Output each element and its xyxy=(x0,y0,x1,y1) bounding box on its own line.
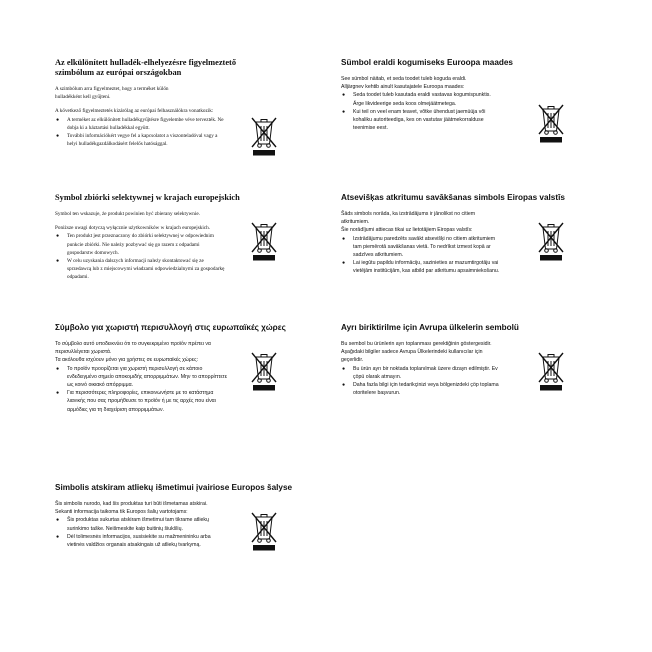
lead-text: Poniższe uwagi dotyczą wyłącznie użytkowników w krajach europejskich. xyxy=(55,225,210,232)
crossed-out-wheelie-bin-icon xyxy=(250,116,278,156)
section-body xyxy=(341,210,501,276)
lead-text: A következő figyelmeztetés kizárólag az európai felhasználókra vonatkozik: xyxy=(55,108,214,115)
section-body xyxy=(55,210,227,282)
bullet-icon: ● xyxy=(56,116,60,123)
crossed-out-wheelie-bin-icon xyxy=(537,221,565,261)
bullet-list xyxy=(341,235,501,276)
section-latvian xyxy=(341,193,591,276)
list-item: ● Daha fazla bilgi için tedarikçinizi veya bölgenizdeki çöp toplama otoritelere başvurun. xyxy=(342,382,499,397)
section-hungarian xyxy=(55,58,305,148)
bullet-list xyxy=(341,91,501,132)
bullet-icon: ● xyxy=(56,233,60,240)
list-item: ● Bu ürün ayrı bir noktada toplanılmak üzere dizayn edilmiştir. Ev çöpü olarak atmayın. xyxy=(342,365,498,380)
bullet-icon: ● xyxy=(342,235,346,242)
crossed-out-wheelie-bin-icon xyxy=(537,351,565,391)
bullet-icon: ● xyxy=(342,365,346,372)
bullet-icon: ● xyxy=(56,365,60,372)
list-item: ● Lai iegūtu papildu informāciju, sazinieties ar mazumtirgotāju vai vietējām institūcijām, kas atbild par atkritumu apsaimniekošanu. xyxy=(342,260,500,275)
intro-text: Bu sembol bu ürünlerin ayrı toplanması gerektiğinin göstergesidir. xyxy=(341,341,492,347)
section-body xyxy=(341,340,501,397)
section-title: Simbolis atskiram atliekų išmetimui įvairiose Europos šalyse xyxy=(55,483,293,492)
bullet-icon: ● xyxy=(342,260,346,267)
section-lithuanian xyxy=(55,483,305,549)
lead-text: Aşağıdaki bilgiler sadece Avrupa Ülkelerindeki kullanıcılar için geçerlidir. xyxy=(341,349,483,364)
section-body xyxy=(341,75,501,132)
section-body xyxy=(55,85,227,148)
intro-text: Symbol ten wskazuje, że produkt powinien być zbierany selektywnie. xyxy=(55,211,200,217)
section-title: Az elkülönített hulladék-elhelyezésre figyelmeztető szimbólum az európai országokban xyxy=(55,58,237,77)
lead-text: Šie norādījumi attiecas tikai uz lietotājiem Eiropas valstīs: xyxy=(341,227,473,234)
bullet-icon: ● xyxy=(342,108,346,115)
section-title: Σύμβολο για χωριστή περισυλλογή στις ευρωπαϊκές χώρες xyxy=(55,323,286,332)
section-title: Symbol zbiórki selektywnej w krajach europejskich xyxy=(55,193,240,202)
lead-text: Sekanti informacija taikoma tik Europos šalių vartotojams: xyxy=(55,509,188,516)
intro-text: See sümbol näitab, et seda toodet tuleb koguda eraldi. xyxy=(341,76,467,82)
list-item: ● Το προϊόν προορίζεται για χωριστή περισυλλογή σε κάποιο ενδεδειγμένο σημείο αποκομιδής απορριμμάτων. Μην το απορρίπτετε ως κοινό οικιακό απόρριμμα. xyxy=(56,365,228,389)
crossed-out-wheelie-bin-icon xyxy=(250,511,278,551)
bullet-icon: ● xyxy=(56,517,60,524)
section-title: Ayrı biriktirilme için Avrupa ülkelerin sembolü xyxy=(341,323,519,332)
list-item: ● A terméket az elkülönített hulladékgyűjtésre figyelembe véve tervezték. Ne dobja ki a háztartási hulladékkal együtt. xyxy=(56,116,224,131)
bullet-icon: ● xyxy=(56,133,60,140)
list-item: ● Για περισσότερες πληροφορίες, επικοινωνήστε με το κατάστημα λιανικής που σας προμήθευσε το προϊόν ή με τις αρχές που είναι αρμόδιες για τη διαχείριση απορριμμάτων. xyxy=(56,390,216,413)
section-turkish xyxy=(341,323,591,397)
section-polish xyxy=(55,193,305,282)
lead-text: Alljärgnev kehtib ainult kasutajatele Euroopa maades: xyxy=(341,84,465,91)
bullet-list xyxy=(55,116,227,149)
lead-text: Τα ακόλουθα ισχύουν μόνο για χρήστες σε ευρωπαϊκές χώρες: xyxy=(55,357,199,364)
list-item: ● Seda toodet tuleb kasutada eraldi vastavas kogumispunktis. Ärge likvideerige seda koos olmejäätmetega. xyxy=(342,92,491,107)
bullet-icon: ● xyxy=(56,533,60,540)
bullet-icon: ● xyxy=(342,92,346,99)
section-body xyxy=(55,500,227,549)
section-estonian xyxy=(341,58,591,132)
bullet-list xyxy=(341,365,501,398)
bullet-icon: ● xyxy=(56,390,60,397)
list-item: ● Ten produkt jest przeznaczony do zbiórki selektywnej w odpowiednim punkcie zbiórki. Nie należy pozbywać się go razem z odpadami gospodarstw domowych. xyxy=(56,233,214,256)
bullet-list xyxy=(55,365,227,414)
crossed-out-wheelie-bin-icon xyxy=(250,351,278,391)
intro-text: Το σύμβολο αυτό υποδεικνύει ότι το συγκεκριμένο προϊόν πρέπει να περισυλλέγεται χωριστά. xyxy=(55,341,211,356)
list-item: ● W celu uzyskania dalszych informacji należy skontaktować się ze sprzedawcą lub z miejscowymi władzami odpowiedzialnymi za gospodarkę odpadami. xyxy=(56,258,225,281)
section-title: Sümbol eraldi kogumiseks Euroopa maades xyxy=(341,58,513,67)
crossed-out-wheelie-bin-icon xyxy=(250,221,278,261)
bullet-list xyxy=(55,516,227,549)
section-greek xyxy=(55,323,305,414)
list-item: ● Šis produktas sukurtas atskiram išmetimui tam tikrame atliekų surinkimo taške. Neišmeskite kaip buitinių šiukšlių. xyxy=(56,517,209,532)
list-item: ● Izstrādājumu paredzēts savākt atsevišķi no citiem atkritumiem tam piemērotā savākšanas vietā. To nedrīkst izmest kopā ar sadzīves atkritumiem. xyxy=(342,235,496,259)
crossed-out-wheelie-bin-icon xyxy=(537,103,565,143)
intro-text: A szimbólum arra figyelmeztet, hogy a terméket külön hulladékként kell gyűjteni. xyxy=(55,86,169,101)
list-item: ● További információkért vegye fel a kapcsolatot a viszonteladóval vagy a helyi hulladékgazdálkodásért felelős hatósággal. xyxy=(56,133,218,148)
list-item: ● Dėl tolimesnės informacijos, susisiekite su mažmenininku arba vietinės valdžios organais atsakingais už atliekų tvarkymą. xyxy=(56,533,211,549)
list-item: ● Kui teil on veel enam teavet, võtke ühendust jaemüüja või kohaliku autoriteediga, kes on vastutav jäätmekorralduse teenimise eest. xyxy=(342,108,486,132)
bullet-icon: ● xyxy=(56,258,60,265)
bullet-list xyxy=(55,232,227,281)
bullet-icon: ● xyxy=(342,382,346,389)
intro-text: Šis simbolis nurodo, kad šis produktas turi būti išmetamas atskirai. xyxy=(55,501,208,507)
intro-text: Šāds simbols norāda, ka izstrādājums ir jānolikst no citiem atkritumiem. xyxy=(341,211,476,226)
section-body xyxy=(55,340,227,414)
section-title: Atsevišķas atkritumu savākšanas simbols Eiropas valstīs xyxy=(341,193,565,202)
